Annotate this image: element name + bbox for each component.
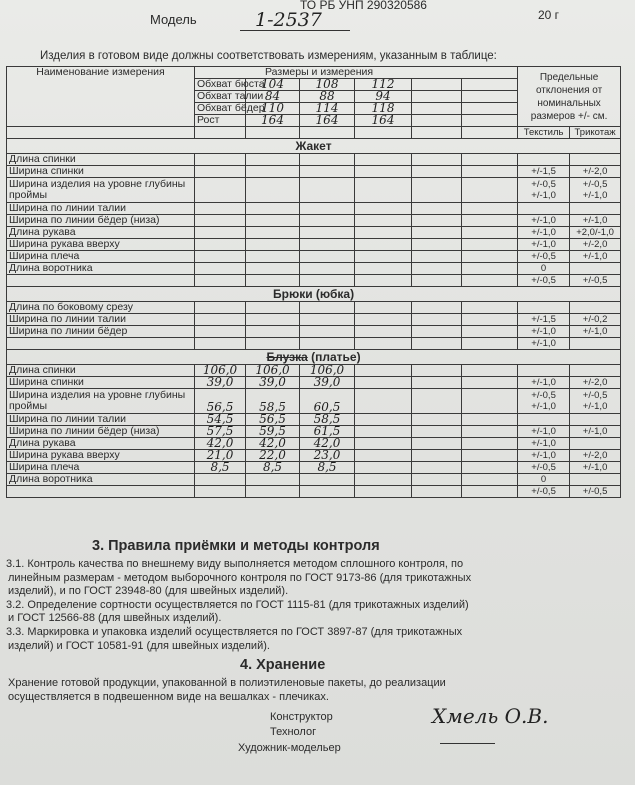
measurement-value xyxy=(246,486,300,498)
measurement-row-label: Длина по боковому срезу xyxy=(7,302,195,314)
measurement-value xyxy=(195,275,246,287)
measurement-value: 42,0 xyxy=(195,438,246,450)
measurement-value xyxy=(300,251,355,263)
tolerance-knit: +/-2,0 xyxy=(570,377,621,389)
measurement-value xyxy=(300,239,355,251)
tolerance-textile: +/-1,5 xyxy=(518,314,570,326)
measurement-row-label xyxy=(7,486,195,498)
measurement-value xyxy=(300,166,355,178)
tolerance-textile: +/-0,5 xyxy=(518,275,570,287)
measurement-value: 56,5 xyxy=(195,389,246,414)
tolerance-knit: +/-1,0 xyxy=(570,462,621,474)
tol-textile-header: Текстиль xyxy=(518,127,570,139)
technologist-label: Технолог xyxy=(270,726,317,738)
tolerance-knit xyxy=(570,414,621,426)
measurement-value: 106,0 xyxy=(195,365,246,377)
measurement-value xyxy=(246,251,300,263)
tolerance-textile: 0 xyxy=(518,263,570,275)
measurement-row-label xyxy=(7,275,195,287)
measurement-value xyxy=(300,203,355,215)
measurement-value xyxy=(300,178,355,203)
tolerance-textile: +/-1,0 xyxy=(518,239,570,251)
size-value: 94 xyxy=(355,91,412,103)
tolerance-knit xyxy=(570,263,621,275)
model-value: 1-2537 xyxy=(255,9,322,31)
tolerance-textile xyxy=(518,203,570,215)
measurement-row-label: Ширина спинки xyxy=(7,166,195,178)
tolerance-textile: +/-0,5 +/-1,0 xyxy=(518,178,570,203)
measurement-value: 57,5 xyxy=(195,426,246,438)
tolerance-textile: +/-1,0 xyxy=(518,338,570,350)
measurement-value xyxy=(195,239,246,251)
tolerance-knit xyxy=(570,438,621,450)
measure-label: Обхват бёдер xyxy=(195,103,246,115)
size-value: 84 xyxy=(246,91,300,103)
measurement-value: 42,0 xyxy=(300,438,355,450)
tol-knit-header: Трикотаж xyxy=(570,127,621,139)
measurement-value xyxy=(300,215,355,227)
measurement-value xyxy=(300,474,355,486)
tolerance-knit: +/-1,0 xyxy=(570,426,621,438)
size-value: 112 xyxy=(355,79,412,91)
constructor-label: Конструктор xyxy=(270,711,333,723)
measurement-row-label xyxy=(7,338,195,350)
measurement-value xyxy=(246,166,300,178)
tolerance-knit: +/-0,5 +/-1,0 xyxy=(570,178,621,203)
size-value: 164 xyxy=(246,115,300,127)
tolerance-textile: +/-1,5 xyxy=(518,166,570,178)
section-title-text: Брюки (юбка) xyxy=(273,286,355,301)
header-sizes: Размеры и измерения xyxy=(195,67,518,79)
measurement-value xyxy=(246,215,300,227)
tolerance-textile: +/-1,0 xyxy=(518,227,570,239)
measurement-value xyxy=(300,154,355,166)
size-value: 104 xyxy=(246,79,300,91)
measurement-row-label: Длина воротника xyxy=(7,263,195,275)
measurement-value xyxy=(246,302,300,314)
tolerance-textile: +/-0,5 xyxy=(518,486,570,498)
text-line: линейным размерам - методом выборочного контроля по ГОСТ 9173-86 (для трикотажных xyxy=(8,571,472,584)
tolerance-knit: +/-0,5 +/-1,0 xyxy=(570,389,621,414)
tolerance-textile: +/-0,5 +/-1,0 xyxy=(518,389,570,414)
tolerance-textile: +/-1,0 xyxy=(518,215,570,227)
tolerance-knit: +/-1,0 xyxy=(570,326,621,338)
tolerance-textile: +/-1,0 xyxy=(518,450,570,462)
tolerance-knit: +/-2,0 xyxy=(570,166,621,178)
measurement-value: 8,5 xyxy=(300,462,355,474)
text-line: изделий) и ГОСТ 10581-91 (для швейных изделий). xyxy=(8,639,270,652)
measure-label: Рост xyxy=(195,115,246,127)
size-value: 114 xyxy=(300,103,355,115)
tolerance-knit: +/-0,5 xyxy=(570,486,621,498)
measurement-value xyxy=(195,338,246,350)
measurement-value: 61,5 xyxy=(300,426,355,438)
tolerance-textile: +/-1,0 xyxy=(518,438,570,450)
measurement-row-label: Длина спинки xyxy=(7,365,195,377)
measurement-value xyxy=(246,326,300,338)
tolerance-knit: +/-0,2 xyxy=(570,314,621,326)
measurement-row-label: Длина рукава xyxy=(7,438,195,450)
measurement-row-label: Длина рукава xyxy=(7,227,195,239)
measurement-value xyxy=(246,203,300,215)
measurement-value xyxy=(195,263,246,275)
tolerance-knit: +/-2,0 xyxy=(570,450,621,462)
measurement-value xyxy=(246,154,300,166)
tolerance-knit xyxy=(570,203,621,215)
tolerance-knit: +/-2,0 xyxy=(570,239,621,251)
tolerance-textile: +/-1,0 xyxy=(518,426,570,438)
measurement-row-label: Ширина по линии бёдер xyxy=(7,326,195,338)
measurement-value xyxy=(195,154,246,166)
measurement-value xyxy=(300,227,355,239)
size-value: 110 xyxy=(246,103,300,115)
tolerance-knit: +/-0,5 xyxy=(570,275,621,287)
measurement-value xyxy=(300,302,355,314)
measurement-value: 8,5 xyxy=(246,462,300,474)
measurement-value: 39,0 xyxy=(246,377,300,389)
section-title-struck: Блузка xyxy=(266,349,308,364)
measure-label: Обхват бюста xyxy=(195,79,246,91)
measurement-value: 60,5 xyxy=(300,389,355,414)
measurement-value xyxy=(195,326,246,338)
measurement-value xyxy=(195,215,246,227)
measurement-value: 58,5 xyxy=(246,389,300,414)
header-tolerances: Предельные отклонения от номинальных размеров +/- см. xyxy=(518,67,621,127)
tolerance-knit xyxy=(570,474,621,486)
measurement-value: 39,0 xyxy=(300,377,355,389)
measurement-row-label: Ширина по линии бёдер (низа) xyxy=(7,426,195,438)
measurement-value xyxy=(246,474,300,486)
tolerance-textile: +/-1,0 xyxy=(518,377,570,389)
intro-text: Изделия в готовом виде должны соответствовать измерениям, указанным в таблице: xyxy=(40,50,497,62)
section-title xyxy=(7,287,621,302)
tolerance-textile: +/-0,5 xyxy=(518,251,570,263)
model-underline xyxy=(240,30,350,31)
text-line: 3.1. Контроль качества по внешнему виду выполняется методом сплошного контроля, по xyxy=(6,558,464,570)
measurement-row-label: Ширина плеча xyxy=(7,251,195,263)
measurement-value: 56,5 xyxy=(246,414,300,426)
measurement-value: 54,5 xyxy=(195,414,246,426)
section-title xyxy=(7,139,621,154)
text-line: изделий), и по ГОСТ 23948-80 (для швейных изделий). xyxy=(8,585,289,598)
signature: Хмель О.В. xyxy=(432,704,549,728)
tolerance-knit: +/-1,0 xyxy=(570,251,621,263)
measurement-value xyxy=(195,302,246,314)
measurement-row-label: Ширина по линии талии xyxy=(7,314,195,326)
size-value: 108 xyxy=(300,79,355,91)
tolerance-textile: 0 xyxy=(518,474,570,486)
measurement-row-label: Длина спинки xyxy=(7,154,195,166)
measurement-value xyxy=(246,275,300,287)
section-title-text: Жакет xyxy=(295,138,332,153)
size-value: 164 xyxy=(355,115,412,127)
measurement-row-label: Ширина плеча xyxy=(7,462,195,474)
tolerance-knit: +/-1,0 xyxy=(570,215,621,227)
size-value: 118 xyxy=(355,103,412,115)
measurement-value: 8,5 xyxy=(195,462,246,474)
measurement-value xyxy=(300,326,355,338)
measurement-row-label: Ширина по линии талии xyxy=(7,414,195,426)
text-line: осуществляется в подвешенном виде на вешалках - плечиках. xyxy=(8,690,329,703)
text-line: 3.2. Определение сортности осуществляется по ГОСТ 1115-81 (для трикотажных изделий) xyxy=(6,598,469,611)
measurement-value: 39,0 xyxy=(195,377,246,389)
measurement-value xyxy=(300,314,355,326)
measurement-row-label: Ширина спинки xyxy=(7,377,195,389)
measurement-value: 106,0 xyxy=(246,365,300,377)
measurement-value xyxy=(195,251,246,263)
tolerance-textile xyxy=(518,154,570,166)
measurement-value xyxy=(195,203,246,215)
measurement-value: 21,0 xyxy=(195,450,246,462)
text-line: 3.3. Маркировка и упаковка изделий осуществляется по ГОСТ 3897-87 (для трикотажных xyxy=(6,626,463,638)
measurement-value: 106,0 xyxy=(300,365,355,377)
measurement-value xyxy=(195,486,246,498)
measurement-value xyxy=(300,486,355,498)
measurement-value xyxy=(246,314,300,326)
measurement-value xyxy=(246,338,300,350)
tolerance-textile xyxy=(518,414,570,426)
measurement-value: 42,0 xyxy=(246,438,300,450)
measurement-value xyxy=(195,314,246,326)
text-line: Хранение готовой продукции, упакованной в полиэтиленовые пакеты, до реализации xyxy=(8,677,446,689)
measurement-row-label: Длина воротника xyxy=(7,474,195,486)
measurement-value xyxy=(246,227,300,239)
measurement-row-label: Ширина рукава вверху xyxy=(7,239,195,251)
designer-label: Художник-модельер xyxy=(238,742,341,754)
measurement-value: 59,5 xyxy=(246,426,300,438)
measurement-row-label: Ширина изделия на уровне глубины проймы xyxy=(7,178,195,203)
section-title-text: (платье) xyxy=(307,349,361,364)
model-label: Модель xyxy=(150,12,197,27)
rules-heading: 3. Правила приёмки и методы контроля xyxy=(92,538,380,554)
tolerance-knit xyxy=(570,302,621,314)
measurement-row-label: Ширина рукава вверху xyxy=(7,450,195,462)
measurements-table xyxy=(6,66,621,498)
tolerance-knit xyxy=(570,338,621,350)
tolerance-textile xyxy=(518,302,570,314)
header-year: 20 г xyxy=(538,8,560,22)
measurement-value xyxy=(195,166,246,178)
measurement-row-label: Ширина по линии бёдер (низа) xyxy=(7,215,195,227)
header-measure-name: Наименование измерения xyxy=(7,67,195,127)
text-line: и ГОСТ 12566-88 (для швейных изделий). xyxy=(8,612,222,625)
measurement-value xyxy=(195,227,246,239)
header-code: ТО РБ УНП 290320586 xyxy=(300,0,427,12)
measurement-value: 58,5 xyxy=(300,414,355,426)
size-value: 164 xyxy=(300,115,355,127)
measurement-value xyxy=(246,239,300,251)
tolerance-textile: +/-1,0 xyxy=(518,326,570,338)
measurement-row-label: Ширина по линии талии xyxy=(7,203,195,215)
measure-label: Обхват талии xyxy=(195,91,246,103)
measurement-value xyxy=(246,263,300,275)
measurement-row-label: Ширина изделия на уровне глубины проймы xyxy=(7,389,195,414)
storage-heading: 4. Хранение xyxy=(240,657,326,673)
measurement-value xyxy=(195,178,246,203)
tolerance-knit: +2,0/-1,0 xyxy=(570,227,621,239)
measurement-value xyxy=(246,178,300,203)
tolerance-knit xyxy=(570,154,621,166)
measurement-value: 23,0 xyxy=(300,450,355,462)
tolerance-textile xyxy=(518,365,570,377)
size-value: 88 xyxy=(300,91,355,103)
tolerance-textile: +/-0,5 xyxy=(518,462,570,474)
measurement-value: 22,0 xyxy=(246,450,300,462)
tolerance-knit xyxy=(570,365,621,377)
measurement-value xyxy=(300,338,355,350)
measurement-value xyxy=(300,263,355,275)
measurement-value xyxy=(195,474,246,486)
measurement-value xyxy=(300,275,355,287)
signature-line xyxy=(440,743,495,744)
